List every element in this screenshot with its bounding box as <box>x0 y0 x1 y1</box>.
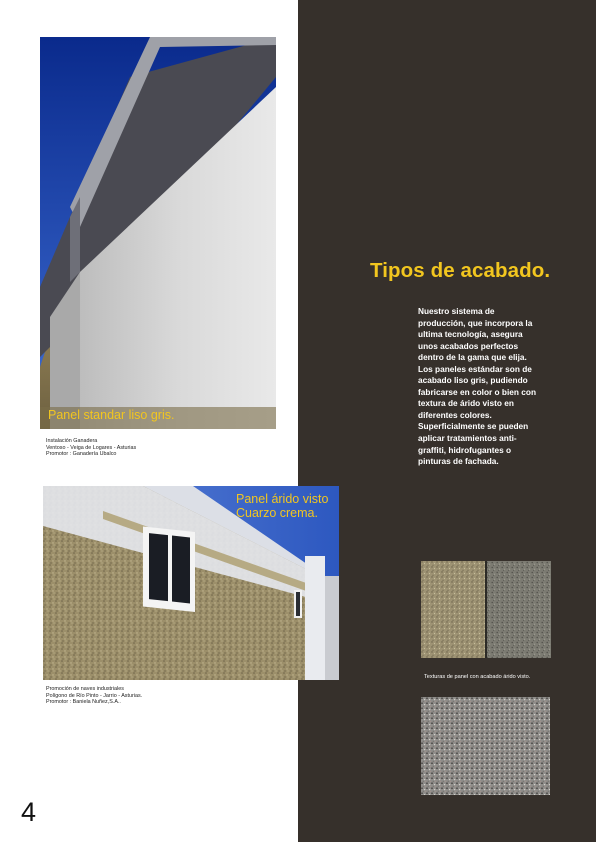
texture-sample-single <box>421 697 550 795</box>
body-line: aplicar tratamientos anti- <box>418 433 517 444</box>
caption-line: Polígono de Río Pinto - Jarrio - Asturias. <box>46 692 143 699</box>
texture-caption: Texturas de panel con acabado árido visto. <box>424 674 531 680</box>
photo-label-aggregate: Panel árido visto Cuarzo crema. <box>236 492 329 520</box>
page-number: 4 <box>21 797 37 827</box>
body-line: Superficialmente se pueden <box>418 421 529 432</box>
caption-line: Promotor : Ganadería Ubalco <box>46 451 117 457</box>
body-line: pinturas de fachada. <box>418 456 499 467</box>
body-line: graffiti, hidrofugantes o <box>418 444 512 455</box>
caption-line: Ventoso - Veiga de Logares - Asturias <box>46 444 137 451</box>
body-line: unos acabados perfectos <box>418 340 519 351</box>
smooth-panel-photo <box>40 37 276 429</box>
photo-label-smooth: Panel standar liso gris. <box>48 408 175 422</box>
section-body <box>418 306 568 468</box>
caption-line: Instalación Ganadera <box>46 438 98 444</box>
body-line: textura de árido visto en <box>418 398 514 409</box>
photo-caption-aggregate <box>46 686 142 706</box>
section-title: Tipos de acabado. <box>370 259 551 282</box>
body-line: producción, que incorpora la <box>418 317 533 328</box>
photo-caption-smooth <box>46 438 136 458</box>
caption-line: Promoción de naves industriales <box>46 686 124 692</box>
caption-line: Promotor : Baniela Nuñez,S.A.. <box>46 699 121 705</box>
texture-sample-pair <box>421 561 551 658</box>
body-line: dentro de la gama que elija. <box>418 352 527 363</box>
body-line: fabricarse en color o bien con <box>418 386 537 397</box>
aggregate-panel-photo <box>43 486 339 680</box>
texture-sample-image <box>421 561 551 658</box>
body-line: ultima tecnología, asegura <box>418 329 523 340</box>
body-line: Los paneles estándar son de <box>418 363 532 374</box>
body-line: Nuestro sistema de <box>418 306 495 316</box>
body-line: diferentes colores. <box>418 409 492 420</box>
body-line: acabado liso gris, pudiendo <box>418 375 528 386</box>
smooth-panel-image <box>40 37 276 429</box>
texture-sample-image <box>421 697 550 795</box>
